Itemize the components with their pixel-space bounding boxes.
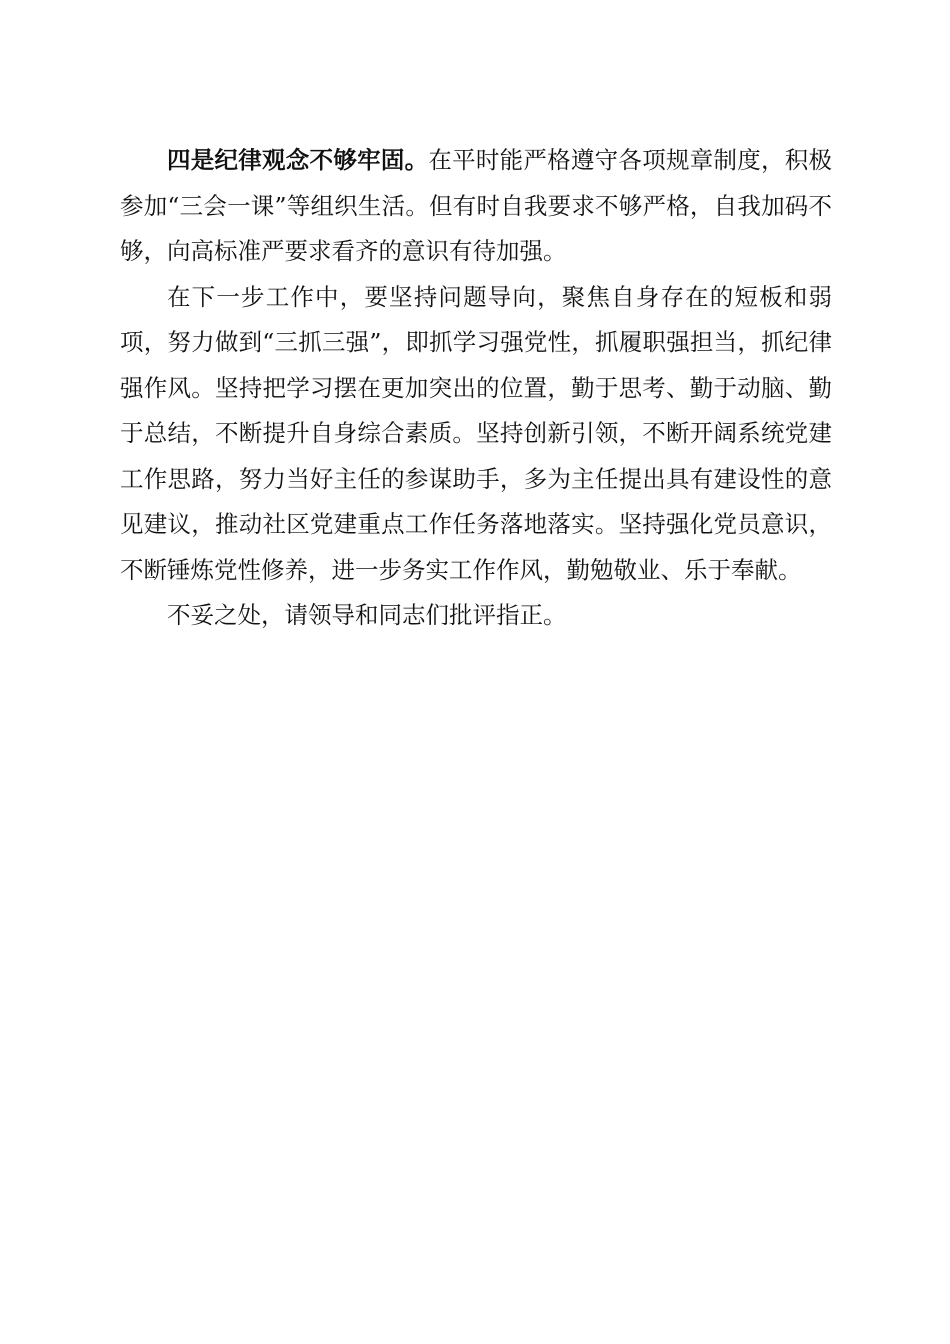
paragraph-discipline: [120, 138, 832, 275]
paragraph-closing: [120, 593, 832, 639]
paragraph-text: 在下一步工作中，要坚持问题导向，聚焦自身存在的短板和弱项，努力做到“三抓三强”，即抓学习强党性，抓履职强担当，抓纪律强作风。坚持把学习摆在更加突出的位置，勤于思考、勤于动脑、勤于总结，不断提升自身综合素质。坚持创新引领，不断开阔系统党建工作思路，努力当好主任的参谋助手，多为主任提出具有建设性的意见建议，推动社区党建重点工作任务落地落实。坚持强化党员意识，不断锤炼党性修养，进一步务实工作作风，勤勉敬业、乐于奉献。: [120, 282, 832, 584]
paragraph-lead-heading: 四是纪律观念不够牢固。: [167, 146, 429, 174]
paragraph-text: 在平时能严格遵守各项规章制度，积极参加“三会一课”等组织生活。但有时自我要求不够严格，自我加码不够，向高标准严要求看齐的意识有待加强。: [120, 146, 833, 265]
document-body: [120, 138, 832, 639]
paragraph-next-steps: [120, 275, 832, 594]
paragraph-text: 不妥之处，请领导和同志们批评指正。: [167, 601, 567, 629]
